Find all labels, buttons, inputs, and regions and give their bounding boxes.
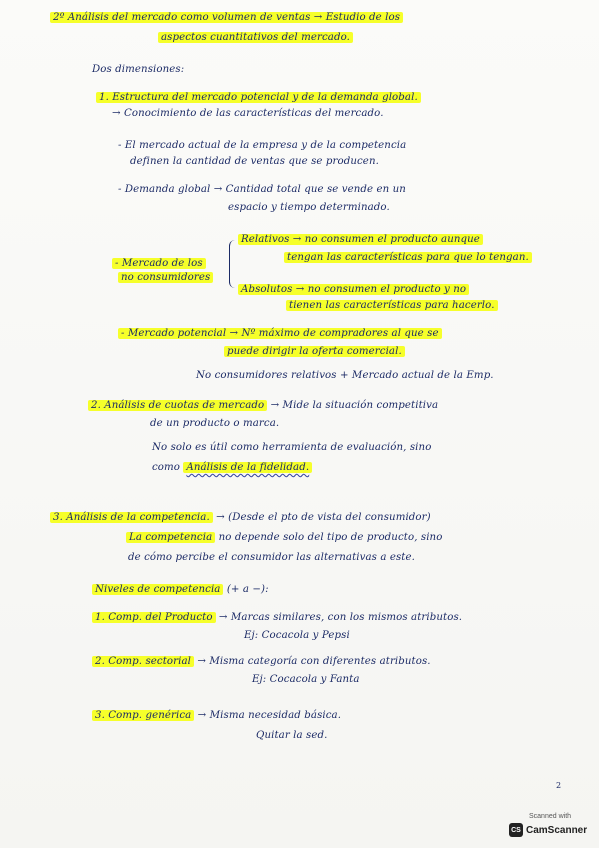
s1-title-line bbox=[96, 90, 421, 105]
c3-title: 3. Comp. genérica bbox=[92, 710, 194, 721]
section-heading bbox=[50, 10, 403, 25]
c1-title: 1. Comp. del Producto bbox=[92, 612, 216, 623]
potencial-line-a bbox=[118, 326, 442, 341]
potencial-b: puede dirigir la oferta comercial. bbox=[224, 346, 405, 357]
potencial-line-b bbox=[224, 344, 405, 359]
bracket bbox=[229, 240, 236, 288]
s1-title: 1. Estructura del mercado potencial y de la demanda global. bbox=[96, 92, 421, 103]
relativos-line-b bbox=[284, 250, 532, 265]
s1-bullet-2a: - Demanda global → Cantidad total que se vende en un bbox=[118, 184, 406, 195]
c3-line bbox=[92, 708, 341, 723]
s1-bullet-1a: - El mercado actual de la empresa y de la competencia bbox=[118, 140, 407, 151]
s3-competencia: La competencia bbox=[126, 532, 215, 543]
page-mark: 2 bbox=[556, 781, 562, 790]
relativos-line-a bbox=[238, 232, 483, 247]
s2-title-line bbox=[88, 398, 438, 413]
s3-line-c: de cómo percibe el consumidor las alternativas a este. bbox=[128, 552, 415, 563]
fidelidad-highlight: Análisis de la fidelidad. bbox=[183, 462, 312, 473]
c2-line bbox=[92, 654, 431, 669]
s1-bullet-1b: definen la cantidad de ventas que se producen. bbox=[130, 156, 379, 167]
s2-line-c: No solo es útil como herramienta de evaluación, sino bbox=[152, 442, 432, 453]
s3-title-rest: → (Desde el pto de vista del consumidor) bbox=[216, 512, 431, 523]
heading-line-2: aspectos cuantitativos del mercado. bbox=[158, 32, 353, 43]
potencial-line-c: No consumidores relativos + Mercado actual de la Emp. bbox=[196, 370, 494, 381]
heading-line-1: 2º Análisis del mercado como volumen de ventas → Estudio de los bbox=[50, 12, 403, 23]
no-consumidores-a: - Mercado de los bbox=[112, 258, 206, 269]
s3-title: 3. Análisis de la competencia. bbox=[50, 512, 213, 523]
s1-subtitle: → Conocimiento de las características del mercado. bbox=[112, 108, 384, 119]
s2-title: 2. Análisis de cuotas de mercado bbox=[88, 400, 267, 411]
camscanner-name: CamScanner bbox=[526, 824, 588, 836]
scanned-with-label: Scanned with bbox=[529, 813, 572, 820]
c1-rest: → Marcas similares, con los mismos atributos. bbox=[218, 612, 463, 623]
c2-rest: → Misma categoría con diferentes atributos. bbox=[197, 656, 431, 667]
s2-line-d bbox=[152, 460, 312, 475]
s3-title-line bbox=[50, 510, 431, 525]
camscanner-logo-row bbox=[509, 823, 587, 837]
s2-line-b: de un producto o marca. bbox=[150, 418, 280, 429]
niveles-title: Niveles de competencia bbox=[92, 584, 223, 595]
potencial-a: - Mercado potencial → Nº máximo de compradores al que se bbox=[118, 328, 442, 339]
absolutos-a: Absolutos → no consumen el producto y no bbox=[238, 284, 469, 295]
no-consumidores-b: no consumidores bbox=[118, 272, 213, 283]
relativos-a: Relativos → no consumen el producto aunque bbox=[238, 234, 483, 245]
camscanner-logo-icon: CS bbox=[509, 823, 523, 837]
niveles-rest: (+ a −): bbox=[226, 584, 269, 595]
section-heading-cont bbox=[158, 30, 353, 45]
c3-rest: → Misma necesidad básica. bbox=[197, 710, 342, 721]
absolutos-b: tienen las características para hacerlo. bbox=[286, 300, 498, 311]
c2-example: Ej: Cocacola y Fanta bbox=[252, 674, 360, 685]
s1-bullet-2b: espacio y tiempo determinado. bbox=[228, 202, 390, 213]
c1-example: Ej: Cocacola y Pepsi bbox=[244, 630, 350, 641]
dimensions-label: Dos dimensiones: bbox=[92, 64, 185, 75]
c1-line bbox=[92, 610, 462, 625]
absolutos-line-a bbox=[238, 282, 469, 297]
s3-line-b bbox=[126, 530, 442, 545]
c2-title: 2. Comp. sectorial bbox=[92, 656, 194, 667]
s2-title-rest: → Mide la situación competitiva bbox=[270, 400, 439, 411]
absolutos-line-b bbox=[286, 298, 498, 313]
niveles-line bbox=[92, 582, 269, 597]
s3-line-b-rest: no depende solo del tipo de producto, sino bbox=[218, 532, 443, 543]
no-consumidores-line-a bbox=[112, 256, 206, 271]
relativos-b: tengan las características para que lo tengan. bbox=[284, 252, 532, 263]
no-consumidores-line-b bbox=[118, 270, 213, 285]
c3-example: Quitar la sed. bbox=[256, 730, 328, 741]
camscanner-badge bbox=[507, 813, 587, 843]
s2-line-d1: como bbox=[152, 462, 181, 473]
